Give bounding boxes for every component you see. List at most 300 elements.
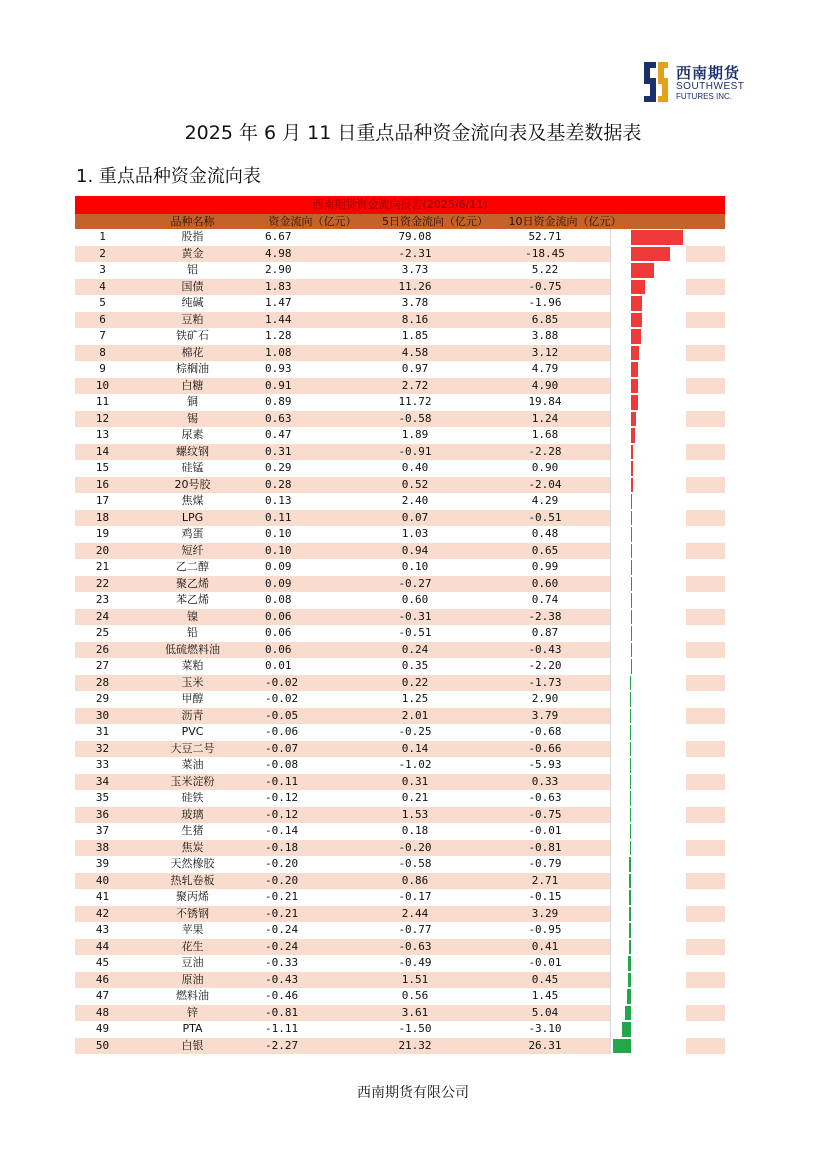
bar-cell <box>610 774 686 791</box>
flow-5d-cell: 1.89 <box>401 428 429 441</box>
table-row <box>75 543 725 560</box>
flow-cell: -0.33 <box>265 956 299 969</box>
bar-cell <box>610 378 686 395</box>
flow-5d-cell: 0.86 <box>401 873 429 887</box>
flow-cell: 0.29 <box>265 461 292 474</box>
positive-flow-bar <box>631 593 632 608</box>
rank-cell: 6 <box>99 312 106 326</box>
flow-5d-cell: 2.44 <box>401 906 429 920</box>
name-cell: 菜粕 <box>181 659 204 672</box>
flow-10d-cell: 52.71 <box>528 230 562 243</box>
flow-10d-cell: -0.01 <box>528 956 562 969</box>
name-cell: 棕榈油 <box>176 362 209 375</box>
name-cell: 聚乙烯 <box>176 576 209 590</box>
flow-5d-cell: 0.97 <box>401 362 429 375</box>
flow-cell: 1.83 <box>265 279 292 293</box>
bar-cell <box>610 708 686 725</box>
name-cell: 低硫燃料油 <box>165 642 220 656</box>
flow-5d-cell: 2.40 <box>401 494 429 507</box>
bar-cell <box>610 543 686 560</box>
flow-cell: -1.11 <box>265 1022 299 1035</box>
flow-10d-cell: -0.95 <box>528 923 562 936</box>
flow-cell: 0.09 <box>265 576 292 590</box>
bar-cell <box>610 312 686 329</box>
company-logo <box>640 60 780 104</box>
flow-5d-cell: 0.52 <box>401 477 429 491</box>
rank-cell: 23 <box>95 593 110 606</box>
name-cell: 燃料油 <box>176 989 209 1002</box>
flow-5d-cell: 1.03 <box>401 527 429 540</box>
flow-10d-cell: -0.81 <box>528 840 562 854</box>
positive-flow-bar <box>631 379 638 394</box>
flow-5d-cell: -0.58 <box>398 857 432 870</box>
name-cell: 豆粕 <box>181 312 204 326</box>
rank-cell: 36 <box>95 807 110 821</box>
header-flow: 资金流向（亿元） <box>268 215 357 228</box>
rank-cell: 32 <box>95 741 110 755</box>
flow-cell: -0.02 <box>265 692 299 705</box>
table-row <box>75 444 725 461</box>
flow-10d-cell: -0.51 <box>528 510 562 524</box>
name-cell: 铅 <box>187 626 198 639</box>
flow-cell: -0.21 <box>265 890 299 903</box>
flow-10d-cell: 2.71 <box>531 873 559 887</box>
table-row <box>75 823 725 840</box>
bar-cell <box>610 444 686 461</box>
bar-cell <box>610 823 686 840</box>
flow-10d-cell: 0.99 <box>531 560 559 573</box>
flow-5d-cell: 0.40 <box>401 461 429 474</box>
flow-5d-cell: 2.01 <box>401 708 429 722</box>
name-cell: 焦煤 <box>181 494 204 507</box>
positive-flow-bar <box>631 511 632 526</box>
flow-10d-cell: 0.41 <box>531 939 559 953</box>
rank-cell: 13 <box>95 428 110 441</box>
rank-cell: 49 <box>95 1022 110 1035</box>
rank-cell: 27 <box>95 659 110 672</box>
rank-cell: 8 <box>99 345 106 359</box>
bar-cell <box>610 873 686 890</box>
table-row <box>75 642 725 659</box>
bar-cell <box>610 477 686 494</box>
positive-flow-bar <box>631 659 632 674</box>
rank-cell: 34 <box>95 774 110 788</box>
rank-cell: 1 <box>99 230 106 243</box>
flow-5d-cell: -0.31 <box>398 609 432 623</box>
flow-10d-cell: 0.87 <box>531 626 559 639</box>
flow-10d-cell: -2.20 <box>528 659 562 672</box>
flow-10d-cell: 5.22 <box>531 263 559 276</box>
rank-cell: 15 <box>95 461 110 474</box>
negative-flow-bar <box>629 940 631 955</box>
table-row <box>75 262 725 279</box>
flow-5d-cell: 0.56 <box>401 989 429 1002</box>
flow-10d-cell: 5.04 <box>531 1005 559 1019</box>
rank-cell: 41 <box>95 890 110 903</box>
name-cell: 20号胶 <box>174 477 211 491</box>
table-row <box>75 840 725 857</box>
table-row <box>75 988 725 1005</box>
flow-cell: -0.07 <box>265 741 299 755</box>
name-cell: 苹果 <box>181 923 204 936</box>
flow-cell: -0.06 <box>265 725 299 738</box>
bar-cell <box>610 642 686 659</box>
table-row <box>75 394 725 411</box>
name-cell: 白糖 <box>181 378 204 392</box>
negative-flow-bar <box>630 758 631 773</box>
name-cell: 鸡蛋 <box>181 527 204 540</box>
name-cell: PTA <box>182 1022 203 1035</box>
bar-cell <box>610 328 686 345</box>
flow-cell: -2.27 <box>265 1038 299 1052</box>
flow-5d-cell: 0.24 <box>401 642 429 656</box>
table-row <box>75 246 725 263</box>
name-cell: 玉米淀粉 <box>170 774 215 788</box>
flow-5d-cell: 4.58 <box>401 345 429 359</box>
positive-flow-bar <box>631 230 683 245</box>
negative-flow-bar <box>629 923 631 938</box>
flow-cell: 0.11 <box>265 510 292 524</box>
table-row <box>75 295 725 312</box>
table-row <box>75 345 725 362</box>
flow-10d-cell: -18.45 <box>525 246 565 260</box>
flow-10d-cell: 3.12 <box>531 345 559 359</box>
rank-cell: 50 <box>95 1038 110 1052</box>
flow-cell: 0.63 <box>265 411 292 425</box>
positive-flow-bar <box>631 296 642 311</box>
bar-cell <box>610 559 686 576</box>
table-row <box>75 939 725 956</box>
name-cell: 菜油 <box>181 758 204 771</box>
negative-flow-bar <box>629 857 631 872</box>
flow-cell: 0.89 <box>265 395 292 408</box>
bar-cell <box>610 955 686 972</box>
flow-10d-cell: -1.96 <box>528 296 562 309</box>
flow-cell: 4.98 <box>265 246 292 260</box>
flow-5d-cell: -1.02 <box>398 758 432 771</box>
rank-cell: 37 <box>95 824 110 837</box>
rank-cell: 10 <box>95 378 110 392</box>
flow-5d-cell: 0.07 <box>401 510 429 524</box>
bar-cell <box>610 460 686 477</box>
name-cell: 天然橡胶 <box>170 857 215 870</box>
sw-logo-icon <box>640 60 670 104</box>
rank-cell: 24 <box>95 609 110 623</box>
table-row <box>75 790 725 807</box>
flow-5d-cell: -0.77 <box>398 923 432 936</box>
rank-cell: 46 <box>95 972 110 986</box>
flow-10d-cell: 3.29 <box>531 906 559 920</box>
rank-cell: 47 <box>95 989 110 1002</box>
flow-5d-cell: 3.61 <box>401 1005 429 1019</box>
bar-cell <box>610 1005 686 1022</box>
name-cell: 玻璃 <box>181 807 204 821</box>
negative-flow-bar <box>627 989 631 1004</box>
positive-flow-bar <box>631 527 632 542</box>
flow-10d-cell: 0.48 <box>531 527 559 540</box>
rank-cell: 29 <box>95 692 110 705</box>
name-cell: 锡 <box>187 411 198 425</box>
bar-cell <box>610 411 686 428</box>
header-flow-10d: 10日资金流向（亿元） <box>508 215 622 228</box>
bar-cell <box>610 972 686 989</box>
rank-cell: 4 <box>99 279 106 293</box>
bar-cell <box>610 526 686 543</box>
rank-cell: 3 <box>99 263 106 276</box>
flow-cell: 6.67 <box>265 230 292 243</box>
flow-5d-cell: 11.72 <box>398 395 432 408</box>
rank-cell: 38 <box>95 840 110 854</box>
table-row <box>75 229 725 246</box>
bar-cell <box>610 295 686 312</box>
bar-cell <box>610 609 686 626</box>
flow-cell: -0.18 <box>265 840 299 854</box>
fund-flow-table <box>75 196 725 1054</box>
flow-cell: 0.06 <box>265 642 292 656</box>
bar-cell <box>610 939 686 956</box>
flow-10d-cell: 4.29 <box>531 494 559 507</box>
table-row <box>75 1021 725 1038</box>
table-row <box>75 592 725 609</box>
flow-5d-cell: 0.31 <box>401 774 429 788</box>
flow-10d-cell: -5.93 <box>528 758 562 771</box>
rank-cell: 42 <box>95 906 110 920</box>
table-header-row <box>75 214 725 229</box>
flow-5d-cell: -0.25 <box>398 725 432 738</box>
positive-flow-bar <box>631 478 633 493</box>
name-cell: 短纤 <box>181 543 204 557</box>
logo-en-text: SOUTHWEST <box>676 81 745 92</box>
negative-flow-bar <box>630 841 631 856</box>
flow-5d-cell: 0.35 <box>401 659 429 672</box>
table-row <box>75 658 725 675</box>
name-cell: 锌 <box>187 1005 198 1019</box>
flow-cell: -0.21 <box>265 906 299 920</box>
flow-5d-cell: -0.27 <box>398 576 432 590</box>
flow-10d-cell: -0.68 <box>528 725 562 738</box>
positive-flow-bar <box>631 626 632 641</box>
name-cell: 国债 <box>181 279 204 293</box>
table-row <box>75 922 725 939</box>
bar-cell <box>610 493 686 510</box>
flow-cell: 0.01 <box>265 659 292 672</box>
name-cell: 硅铁 <box>181 791 204 804</box>
flow-cell: 0.47 <box>265 428 292 441</box>
table-row <box>75 724 725 741</box>
table-row <box>75 873 725 890</box>
flow-5d-cell: 0.18 <box>401 824 429 837</box>
logo-en-subtext: FUTURES INC. <box>676 92 732 101</box>
rank-cell: 20 <box>95 543 110 557</box>
table-row <box>75 708 725 725</box>
flow-5d-cell: -0.63 <box>398 939 432 953</box>
name-cell: 不锈钢 <box>176 906 209 920</box>
positive-flow-bar <box>631 247 670 262</box>
negative-flow-bar <box>613 1039 631 1054</box>
negative-flow-bar <box>628 956 631 971</box>
bar-cell <box>610 576 686 593</box>
bar-cell <box>610 790 686 807</box>
bar-cell <box>610 741 686 758</box>
flow-cell: 0.10 <box>265 543 292 557</box>
flow-cell: -0.24 <box>265 923 299 936</box>
rank-cell: 28 <box>95 675 110 689</box>
flow-cell: 0.91 <box>265 378 292 392</box>
bar-cell <box>610 1021 686 1038</box>
table-row <box>75 807 725 824</box>
flow-10d-cell: -0.66 <box>528 741 562 755</box>
document-title: 2025 年 6 月 11 日重点品种资金流向表及基差数据表 <box>184 122 642 144</box>
name-cell: 乙二醇 <box>176 560 209 573</box>
rank-cell: 45 <box>95 956 110 969</box>
positive-flow-bar <box>631 494 632 509</box>
flow-5d-cell: 1.85 <box>401 329 429 342</box>
bar-cell <box>610 262 686 279</box>
name-cell: 硅锰 <box>181 461 204 474</box>
rank-cell: 22 <box>95 576 110 590</box>
name-cell: 大豆二号 <box>170 741 215 755</box>
rank-cell: 21 <box>95 560 110 573</box>
table-caption: 西南期货资金流向报告(2025/6/11) <box>75 196 725 214</box>
positive-flow-bar <box>631 329 641 344</box>
positive-flow-bar <box>631 445 633 460</box>
name-cell: 黄金 <box>181 246 204 260</box>
flow-cell: -0.20 <box>265 873 299 887</box>
table-row <box>75 576 725 593</box>
positive-flow-bar <box>631 610 632 625</box>
table-row <box>75 378 725 395</box>
rank-cell: 17 <box>95 494 110 507</box>
flow-10d-cell: 19.84 <box>528 395 562 408</box>
bar-cell <box>610 345 686 362</box>
table-row <box>75 361 725 378</box>
name-cell: 甲醇 <box>181 692 204 705</box>
flow-cell: 1.44 <box>265 312 292 326</box>
rank-cell: 48 <box>95 1005 110 1019</box>
rank-cell: 19 <box>95 527 110 540</box>
bar-cell <box>610 625 686 642</box>
flow-10d-cell: 0.65 <box>531 543 559 557</box>
negative-flow-bar <box>630 791 631 806</box>
flow-cell: 0.06 <box>265 626 292 639</box>
flow-cell: -0.43 <box>265 972 299 986</box>
bar-cell <box>610 889 686 906</box>
bar-cell <box>610 246 686 263</box>
flow-cell: 0.28 <box>265 477 292 491</box>
table-row <box>75 972 725 989</box>
flow-5d-cell: -1.50 <box>398 1022 432 1035</box>
negative-flow-bar <box>630 775 631 790</box>
rank-cell: 5 <box>99 296 106 309</box>
bar-cell <box>610 856 686 873</box>
name-cell: 焦炭 <box>181 840 204 854</box>
bar-cell <box>610 394 686 411</box>
flow-5d-cell: 0.60 <box>401 593 429 606</box>
bar-cell <box>610 840 686 857</box>
table-row <box>75 757 725 774</box>
table-row <box>75 609 725 626</box>
flow-10d-cell: 3.79 <box>531 708 559 722</box>
name-cell: 股指 <box>181 230 204 243</box>
flow-cell: -0.05 <box>265 708 299 722</box>
name-cell: 苯乙烯 <box>176 593 209 606</box>
flow-10d-cell: -3.10 <box>528 1022 562 1035</box>
flow-cell: 0.93 <box>265 362 292 375</box>
flow-10d-cell: 0.60 <box>531 576 559 590</box>
flow-10d-cell: 3.88 <box>531 329 559 342</box>
flow-cell: -0.08 <box>265 758 299 771</box>
table-row <box>75 856 725 873</box>
header-rank <box>75 214 130 229</box>
negative-flow-bar <box>629 890 631 905</box>
rank-cell: 18 <box>95 510 110 524</box>
flow-cell: 0.13 <box>265 494 292 507</box>
flow-5d-cell: -0.17 <box>398 890 432 903</box>
rank-cell: 40 <box>95 873 110 887</box>
bar-cell <box>610 724 686 741</box>
flow-10d-cell: 4.90 <box>531 378 559 392</box>
rank-cell: 39 <box>95 857 110 870</box>
flow-10d-cell: 0.45 <box>531 972 559 986</box>
table-row <box>75 741 725 758</box>
flow-10d-cell: 1.24 <box>531 411 559 425</box>
flow-cell: 1.28 <box>265 329 292 342</box>
table-row <box>75 312 725 329</box>
flow-cell: 0.31 <box>265 444 292 458</box>
positive-flow-bar <box>631 412 636 427</box>
positive-flow-bar <box>631 395 638 410</box>
table-row <box>75 955 725 972</box>
flow-cell: -0.81 <box>265 1005 299 1019</box>
table-row <box>75 460 725 477</box>
flow-cell: -0.24 <box>265 939 299 953</box>
table-row <box>75 889 725 906</box>
flow-10d-cell: 6.85 <box>531 312 559 326</box>
bar-cell <box>610 922 686 939</box>
negative-flow-bar <box>630 725 631 740</box>
header-name: 品种名称 <box>170 215 215 228</box>
flow-10d-cell: -0.15 <box>528 890 562 903</box>
table-row <box>75 559 725 576</box>
rank-cell: 30 <box>95 708 110 722</box>
name-cell: 生猪 <box>181 824 204 837</box>
flow-5d-cell: 79.08 <box>398 230 432 243</box>
positive-flow-bar <box>631 461 633 476</box>
negative-flow-bar <box>629 874 631 889</box>
rank-cell: 44 <box>95 939 110 953</box>
flow-10d-cell: 0.90 <box>531 461 559 474</box>
flow-5d-cell: -0.20 <box>398 840 432 854</box>
negative-flow-bar <box>625 1006 631 1021</box>
name-cell: 尿素 <box>181 428 204 441</box>
flow-5d-cell: -0.49 <box>398 956 432 969</box>
flow-5d-cell: 1.53 <box>401 807 429 821</box>
positive-flow-bar <box>631 313 642 328</box>
bar-cell <box>610 229 686 246</box>
bar-cell <box>610 658 686 675</box>
table-row <box>75 510 725 527</box>
negative-flow-bar <box>630 742 631 757</box>
bar-cell <box>610 361 686 378</box>
rank-cell: 43 <box>95 923 110 936</box>
bar-cell <box>610 1038 686 1055</box>
table-row <box>75 1038 725 1055</box>
flow-5d-cell: 0.10 <box>401 560 429 573</box>
bar-cell <box>610 510 686 527</box>
flow-10d-cell: -0.63 <box>528 791 562 804</box>
rank-cell: 11 <box>95 395 110 408</box>
rank-cell: 16 <box>95 477 110 491</box>
